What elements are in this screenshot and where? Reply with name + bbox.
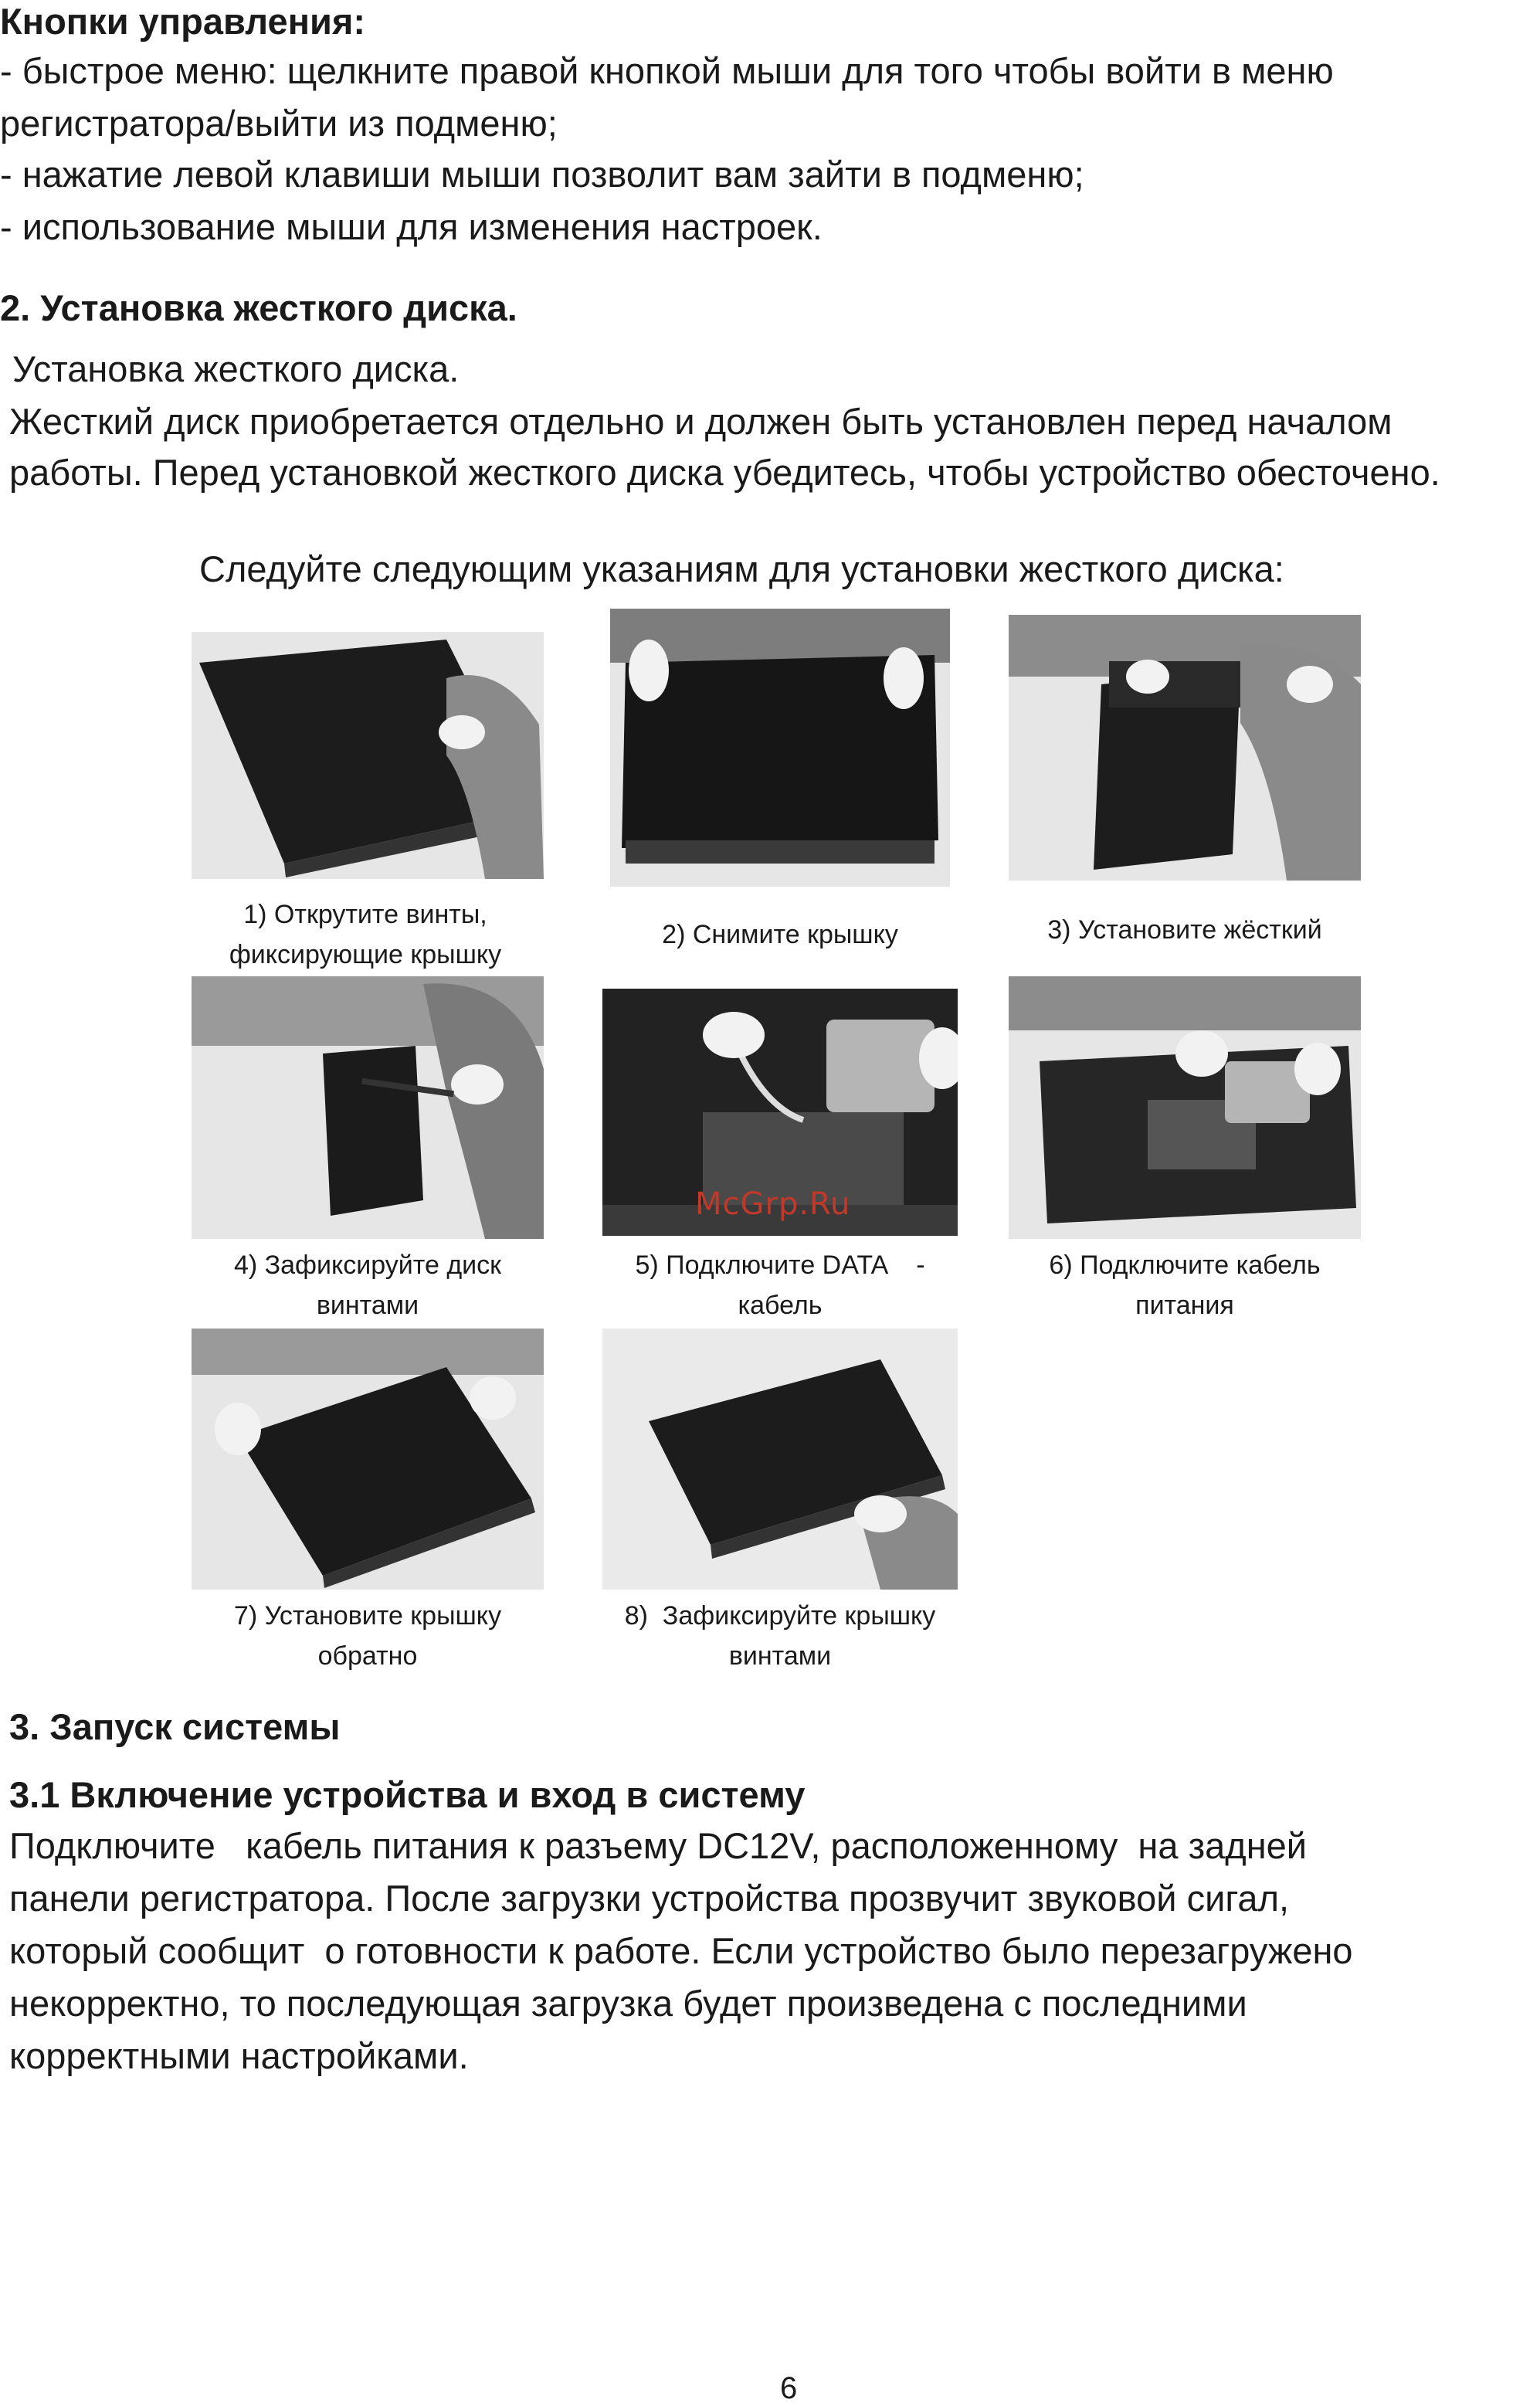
step-4-caption xyxy=(192,1245,544,1325)
unscrew-photo xyxy=(192,632,544,879)
fix-hdd-photo xyxy=(192,976,544,1239)
remove-cover-photo xyxy=(610,609,950,887)
step-1-caption xyxy=(199,894,531,975)
section2-subtitle: Установка жесткого диска. xyxy=(12,348,460,389)
replace-cover-photo xyxy=(192,1329,544,1590)
section3-subtitle: 3.1 Включение устройства и вход в систему xyxy=(9,1774,806,1815)
step-8-caption xyxy=(587,1596,973,1676)
step-4-line-2: винтами xyxy=(316,1291,419,1320)
step-7-line-2: обратно xyxy=(317,1641,418,1671)
section3-title: 3. Запуск системы xyxy=(9,1706,341,1747)
controls-title: Кнопки управления: xyxy=(0,1,366,42)
controls-line-4: - использование мыши для изменения настроек. xyxy=(0,206,823,247)
step-5-line-1: 5) Подключите DATA - xyxy=(635,1251,925,1280)
screw-cover-photo xyxy=(602,1329,958,1590)
step-7-caption xyxy=(192,1596,544,1676)
step-6-caption xyxy=(1009,1245,1361,1325)
section2-title: 2. Установка жесткого диска. xyxy=(0,287,517,328)
power-cable-photo xyxy=(1009,976,1361,1239)
step-1-line-1: 1) Открутите винты, xyxy=(243,900,487,929)
controls-line-3: - нажатие левой клавиши мыши позволит вам зайти в подменю; xyxy=(0,154,1084,195)
install-hdd-photo xyxy=(1009,615,1361,881)
step-6-line-1: 6) Подключите кабель xyxy=(1049,1251,1321,1280)
section3-line-4: некорректно, то последующая загрузка будет произведена с последними xyxy=(9,1983,1247,2024)
step-6-line-2: питания xyxy=(1135,1291,1234,1320)
section3-line-5: корректными настройками. xyxy=(9,2035,469,2076)
step-7-line-1: 7) Установите крышку xyxy=(233,1601,502,1631)
step-8-line-1: 8) Зафиксируйте крышку xyxy=(624,1601,936,1631)
step-2-caption xyxy=(610,915,950,955)
page-number: 6 xyxy=(780,2371,798,2405)
section3-line-2: панели регистратора. После загрузки устройства прозвучит звуковой сигал, xyxy=(9,1878,1290,1919)
step-5-caption xyxy=(602,1245,958,1325)
section2-line-2: работы. Перед установкой жесткого диска убедитесь, чтобы устройство обесточено. xyxy=(9,452,1440,493)
controls-line-2: регистратора/выйти из подменю; xyxy=(0,103,558,144)
step-4-line-1: 4) Зафиксируйте диск xyxy=(233,1251,502,1280)
step-3-line-1: 3) Установите жёсткий xyxy=(1047,915,1322,945)
section3-line-3: который сообщит о готовности к работе. Если устройство было перезагружено xyxy=(9,1930,1353,1971)
watermark-text: McGrp.Ru xyxy=(695,1186,851,1222)
section3-line-1: Подключите кабель питания к разъему DC12V, расположенному на задней xyxy=(9,1825,1308,1866)
controls-line-1: - быстрое меню: щелкните правой кнопкой мыши для того чтобы войти в меню xyxy=(0,50,1334,91)
step-8-line-2: винтами xyxy=(728,1641,832,1671)
section2-instruction: Следуйте следующим указаниям для установки жесткого диска: xyxy=(199,548,1284,589)
step-2-line-1: 2) Снимите крышку xyxy=(662,920,898,949)
step-5-line-2: кабель xyxy=(738,1291,823,1320)
step-1-line-2: фиксирующие крышку xyxy=(229,940,502,969)
section2-line-1: Жесткий диск приобретается отдельно и должен быть установлен перед началом xyxy=(9,401,1392,442)
step-3-caption xyxy=(1009,910,1361,950)
